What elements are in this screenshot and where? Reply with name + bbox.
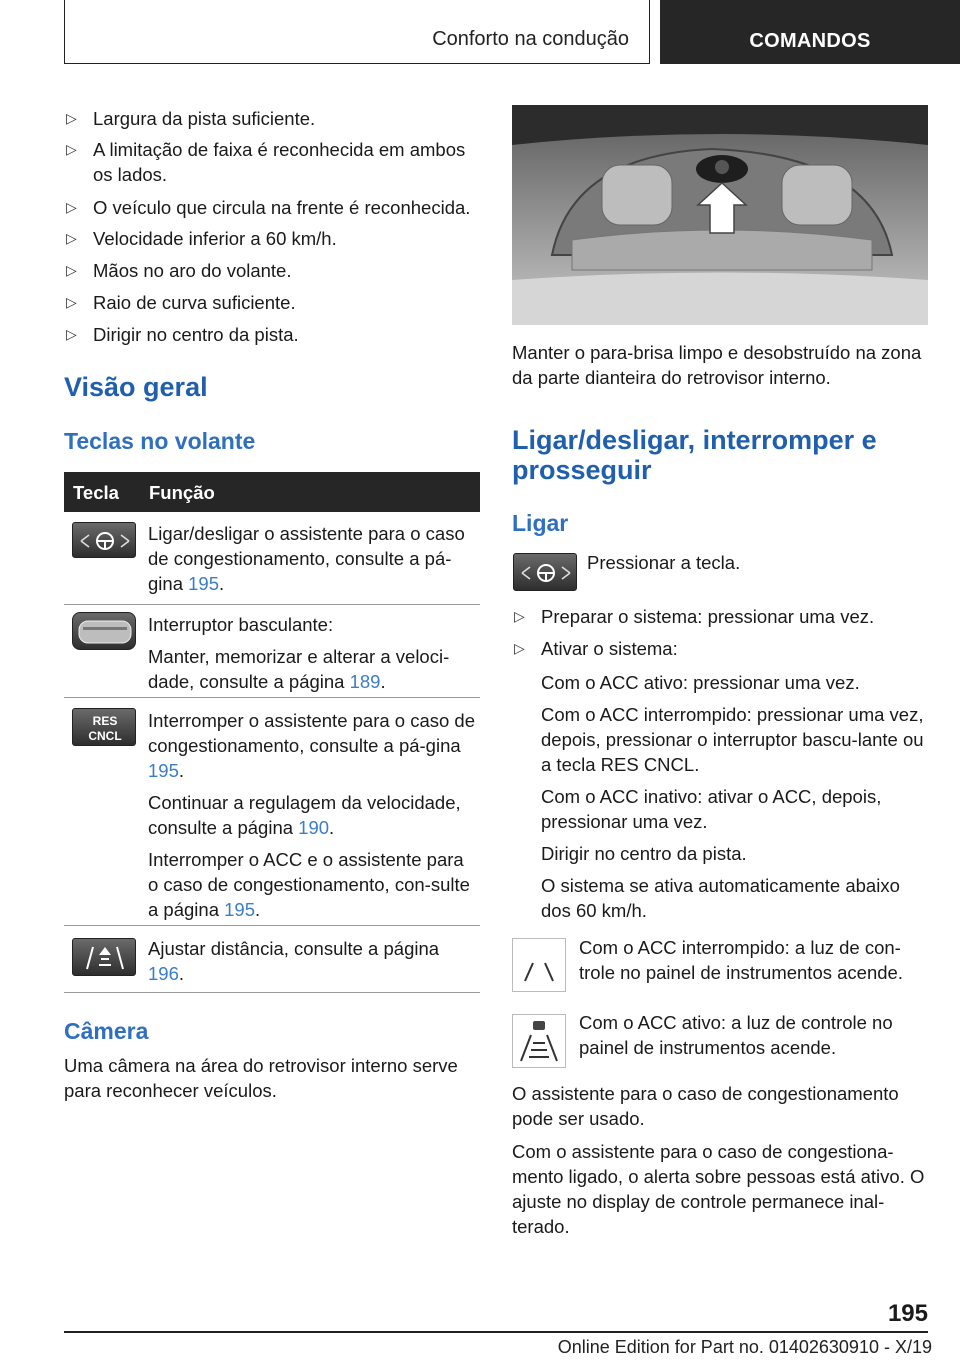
list-item: ▷ Ativar o sistema:: [514, 638, 678, 659]
page-number: 195: [887, 1300, 928, 1327]
svg-text:RES: RES: [92, 714, 118, 728]
camera-text: Uma câmera na área do retrovisor interno serve para reconhecer veículos.: [64, 1055, 458, 1101]
on-text: Pressionar a tecla.: [587, 552, 741, 573]
bullet-icon: ▷: [514, 640, 525, 656]
col-key-header: Tecla: [73, 482, 119, 503]
steering-assist-icon: [72, 522, 136, 558]
list-item: ▷ Raio de curva suficiente.: [66, 292, 296, 313]
indicator-2-text: Com o ACC ativo: a luz de controle no painel de instrumentos acende.: [579, 1012, 893, 1058]
page-link[interactable]: 195: [224, 899, 255, 920]
table-row: Interromper o assistente para o caso de congestionamento, consulte a pá-gina 195. Continuar a regulagem da velocidade, consulte a página 190. Interromper o ACC e o assistente para o caso de congestionamento, con-sulte a página 195.: [148, 710, 476, 920]
col-function-header: Função: [149, 482, 215, 503]
acc-interrupted-indicator-icon: [512, 938, 566, 992]
distance-icon: [72, 938, 136, 976]
page-link[interactable]: 195: [148, 760, 179, 781]
page-link[interactable]: 195: [188, 573, 219, 594]
steering-assist-icon: [513, 553, 577, 591]
row-divider: [64, 925, 480, 926]
page-link[interactable]: 190: [298, 817, 330, 838]
sub-item: Com o ACC interrompido: pressionar uma vez, depois, pressionar o interruptor bascu-lante ou a tecla RES CNCL.: [541, 704, 924, 775]
page-header: [0, 0, 960, 66]
bullet-icon: ▷: [66, 230, 77, 246]
paragraph: O assistente para o caso de congestionamento pode ser usado.: [512, 1083, 899, 1129]
bullet-icon: ▷: [66, 326, 77, 342]
list-item: ▷ Mãos no aro do volante.: [66, 260, 292, 281]
res-cncl-icon: [72, 708, 136, 746]
table-header: [64, 472, 480, 512]
page-link[interactable]: 196: [148, 963, 179, 984]
indicator-1-text: Com o ACC interrompido: a luz de con-trole no painel de instrumentos acende.: [579, 937, 903, 983]
list-item: ▷ A limitação de faixa é reconhecida em ambos os lados.: [66, 139, 466, 185]
table-row: Interruptor basculante: Manter, memorizar e alterar a veloci-dade, consulte a página 189.: [148, 614, 450, 692]
footer-divider: [64, 1331, 928, 1333]
sub-item: Dirigir no centro da pista.: [541, 843, 747, 864]
bullet-icon: ▷: [66, 141, 77, 157]
paragraph: Com o assistente para o caso de congestiona-mento ligado, o alerta sobre pessoas está ativo. O ajuste no display de controle permanece inal-terado.: [512, 1141, 925, 1237]
list-item: ▷ Largura da pista suficiente.: [66, 108, 316, 129]
row-divider: [64, 604, 480, 605]
svg-text:CNCL: CNCL: [88, 729, 122, 743]
overview-heading: Visão geral: [64, 372, 208, 402]
bullet-icon: ▷: [66, 199, 77, 215]
row-divider: [64, 992, 480, 993]
sub-item: Com o ACC inativo: ativar o ACC, depois, pressionar uma vez.: [541, 786, 882, 832]
keys-heading: Teclas no volante: [64, 428, 256, 454]
mirror-camera-photo: [512, 105, 928, 325]
bullet-icon: ▷: [66, 262, 77, 278]
camera-heading: Câmera: [64, 1018, 149, 1044]
bullet-icon: ▷: [66, 110, 77, 126]
on-heading: Ligar: [512, 510, 569, 536]
acc-active-indicator-icon: [512, 1014, 566, 1068]
photo-caption: Manter o para-brisa limpo e desobstruído na zona da parte dianteira do retrovisor interno.: [512, 342, 922, 388]
list-item: ▷ Preparar o sistema: pressionar uma vez.: [514, 606, 875, 627]
list-item: ▷ O veículo que circula na frente é reconhecida.: [66, 197, 471, 218]
table-row: Ligar/desligar o assistente para o caso de congestionamento, consulte a pá-gina 195.: [148, 523, 465, 594]
switch-heading: Ligar/desligar, interromper e prosseguir: [512, 425, 877, 485]
bullet-icon: ▷: [66, 294, 77, 310]
bullet-icon: ▷: [514, 608, 525, 624]
table-row: Ajustar distância, consulte a página 196.: [148, 938, 440, 984]
list-item: ▷ Velocidade inferior a 60 km/h.: [66, 228, 337, 249]
list-item: ▷ Dirigir no centro da pista.: [66, 324, 299, 345]
rocker-switch-icon: [72, 612, 136, 650]
section-tab: [64, 0, 650, 64]
section-title: Conforto na condução: [432, 28, 629, 50]
page-link[interactable]: 189: [349, 671, 381, 692]
chapter-tab: COMANDOS: [660, 0, 960, 64]
row-divider: [64, 697, 480, 698]
sub-item: O sistema se ativa automaticamente abaixo dos 60 km/h.: [541, 875, 900, 921]
sub-item: Com o ACC ativo: pressionar uma vez.: [541, 672, 860, 693]
edition-note: Online Edition for Part no. 01402630910 - X/19: [557, 1337, 932, 1357]
